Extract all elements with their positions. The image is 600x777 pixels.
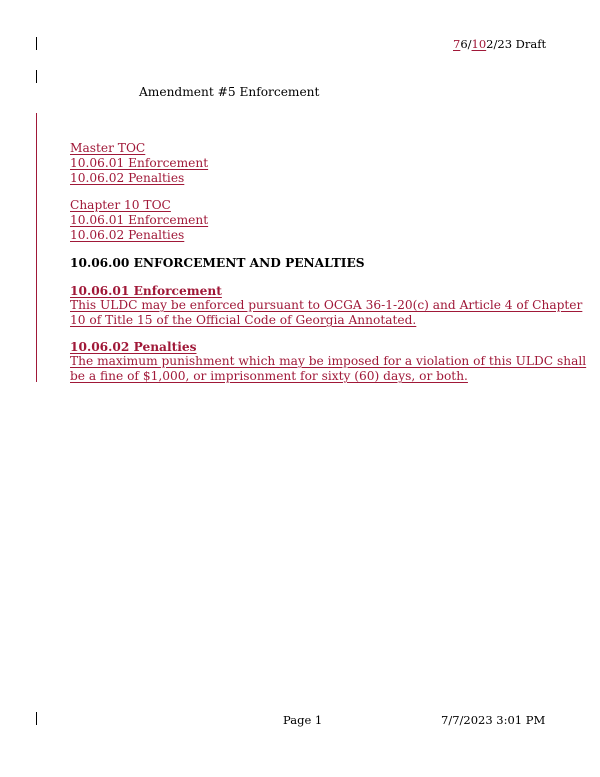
document-title: Amendment #5 Enforcement — [139, 85, 320, 99]
draft-date-day-new: 10 — [471, 37, 487, 51]
draft-date-sep: / — [467, 37, 472, 51]
print-timestamp: 7/7/2023 3:01 PM — [441, 713, 546, 727]
penalties-text-line-2: be a fine of $1,000, or imprisonment for sixty (60) days, or both. — [70, 369, 468, 383]
change-bar-header-1 — [36, 37, 37, 50]
master-toc-link[interactable]: Master TOC — [70, 141, 146, 155]
page-number: Page 1 — [283, 713, 323, 727]
draft-date-month-new: 7 — [453, 37, 461, 51]
change-bar-header-2 — [36, 70, 37, 83]
draft-date-tail: /23 Draft — [493, 37, 547, 51]
chapter-toc-link[interactable]: Chapter 10 TOC — [70, 198, 171, 212]
penalties-text-line-1: The maximum punishment which may be imposed for a violation of this ULDC shall — [70, 354, 587, 368]
change-bar-body — [36, 113, 37, 382]
enforcement-text-line-2: 10 of Title 15 of the Official Code of Georgia Annotated. — [70, 313, 417, 327]
draft-date-month-old: 6 — [460, 37, 468, 51]
master-toc-item-enforcement[interactable]: 10.06.01 Enforcement — [70, 156, 209, 170]
draft-date — [453, 37, 546, 51]
section-heading: 10.06.00 ENFORCEMENT AND PENALTIES — [70, 256, 365, 270]
chapter-toc-item-penalties[interactable]: 10.06.02 Penalties — [70, 228, 185, 242]
master-toc-item-penalties[interactable]: 10.06.02 Penalties — [70, 171, 185, 185]
chapter-toc-item-enforcement[interactable]: 10.06.01 Enforcement — [70, 213, 209, 227]
penalties-heading: 10.06.02 Penalties — [70, 340, 197, 354]
enforcement-text-line-1: This ULDC may be enforced pursuant to OCGA 36-1-20(c) and Article 4 of Chapter — [70, 298, 583, 312]
enforcement-heading: 10.06.01 Enforcement — [70, 284, 222, 298]
change-bar-footer — [36, 712, 37, 725]
draft-date-day-old: 2 — [486, 37, 494, 51]
